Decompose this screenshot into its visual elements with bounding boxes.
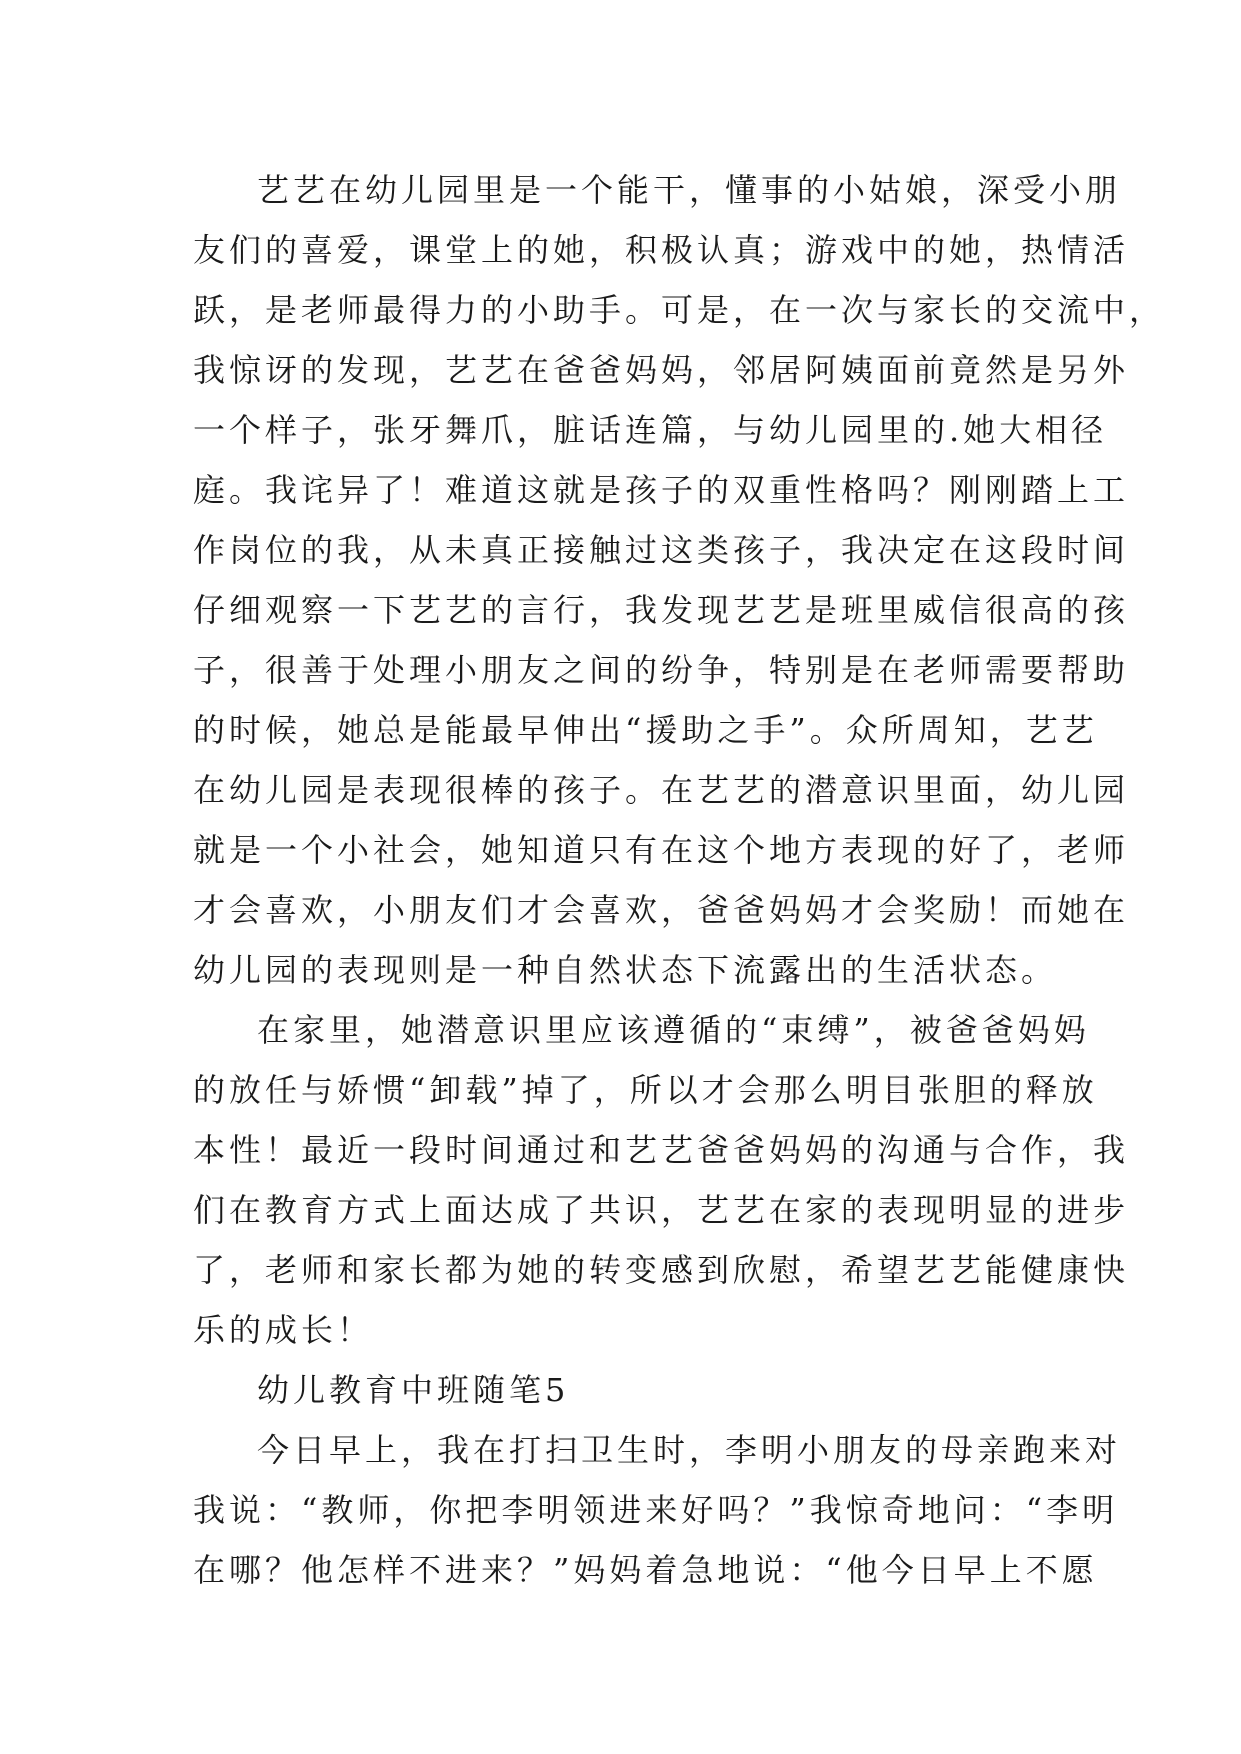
paragraph-1-line-10: 的时候，她总是能最早伸出“援助之手”。众所周知，艺艺	[193, 711, 1098, 749]
document-body	[193, 160, 1166, 1600]
paragraph-2-line-2: 的放任与娇惯“卸载”掉了，所以才会那么明目张胆的释放	[193, 1071, 1098, 1109]
paragraph-2-line-5: 了，老师和家长都为她的转变感到欣慰，希望艺艺能健康快	[193, 1251, 1130, 1289]
paragraph-3-line-3: 在哪？他怎样不进来？”妈妈着急地说：“他今日早上不愿	[193, 1551, 1098, 1589]
paragraph-3-line-2: 我说：“教师，你把李明领进来好吗？”我惊奇地问：“李明	[193, 1491, 1119, 1529]
paragraph-1-line-1: 艺艺在幼儿园里是一个能干，懂事的小姑娘，深受小朋	[257, 171, 1122, 209]
paragraph-1-line-13: 才会喜欢，小朋友们才会喜欢，爸爸妈妈才会奖励！而她在	[193, 891, 1130, 929]
paragraph-2-line-6: 乐的成长！	[193, 1311, 374, 1349]
paragraph-1-line-12: 就是一个小社会，她知道只有在这个地方表现的好了，老师	[193, 831, 1130, 869]
paragraph-2-line-3: 本性！最近一段时间通过和艺艺爸爸妈妈的沟通与合作，我	[193, 1131, 1130, 1169]
paragraph-1-line-9: 子，很善于处理小朋友之间的纷争，特别是在老师需要帮助	[193, 651, 1130, 689]
paragraph-1-line-11: 在幼儿园是表现很棒的孩子。在艺艺的潜意识里面，幼儿园	[193, 771, 1130, 809]
paragraph-1-line-3: 跃，是老师最得力的小助手。可是，在一次与家长的交流中，	[193, 291, 1166, 329]
paragraph-1-line-2: 友们的喜爱，课堂上的她，积极认真；游戏中的她，热情活	[193, 231, 1130, 269]
paragraph-1-line-8: 仔细观察一下艺艺的言行，我发现艺艺是班里威信很高的孩	[193, 591, 1130, 629]
section-heading: 幼儿教育中班随笔5	[257, 1371, 570, 1409]
paragraph-3-line-1: 今日早上，我在打扫卫生时，李明小朋友的母亲跑来对	[257, 1431, 1122, 1469]
paragraph-2-line-4: 们在教育方式上面达成了共识，艺艺在家的表现明显的进步	[193, 1191, 1130, 1229]
paragraph-1-line-14: 幼儿园的表现则是一种自然状态下流露出的生活状态。	[193, 951, 1058, 989]
paragraph-2-line-1: 在家里，她潜意识里应该遵循的“束缚”，被爸爸妈妈	[257, 1011, 1090, 1049]
paragraph-1-line-5: 一个样子，张牙舞爪，脏话连篇，与幼儿园里的.她大相径	[193, 411, 1108, 449]
paragraph-1-line-7: 作岗位的我，从未真正接触过这类孩子，我决定在这段时间	[193, 531, 1130, 569]
paragraph-1-line-6: 庭。我诧异了！难道这就是孩子的双重性格吗？刚刚踏上工	[193, 471, 1130, 509]
paragraph-1-line-4: 我惊讶的发现，艺艺在爸爸妈妈，邻居阿姨面前竟然是另外	[193, 351, 1130, 389]
